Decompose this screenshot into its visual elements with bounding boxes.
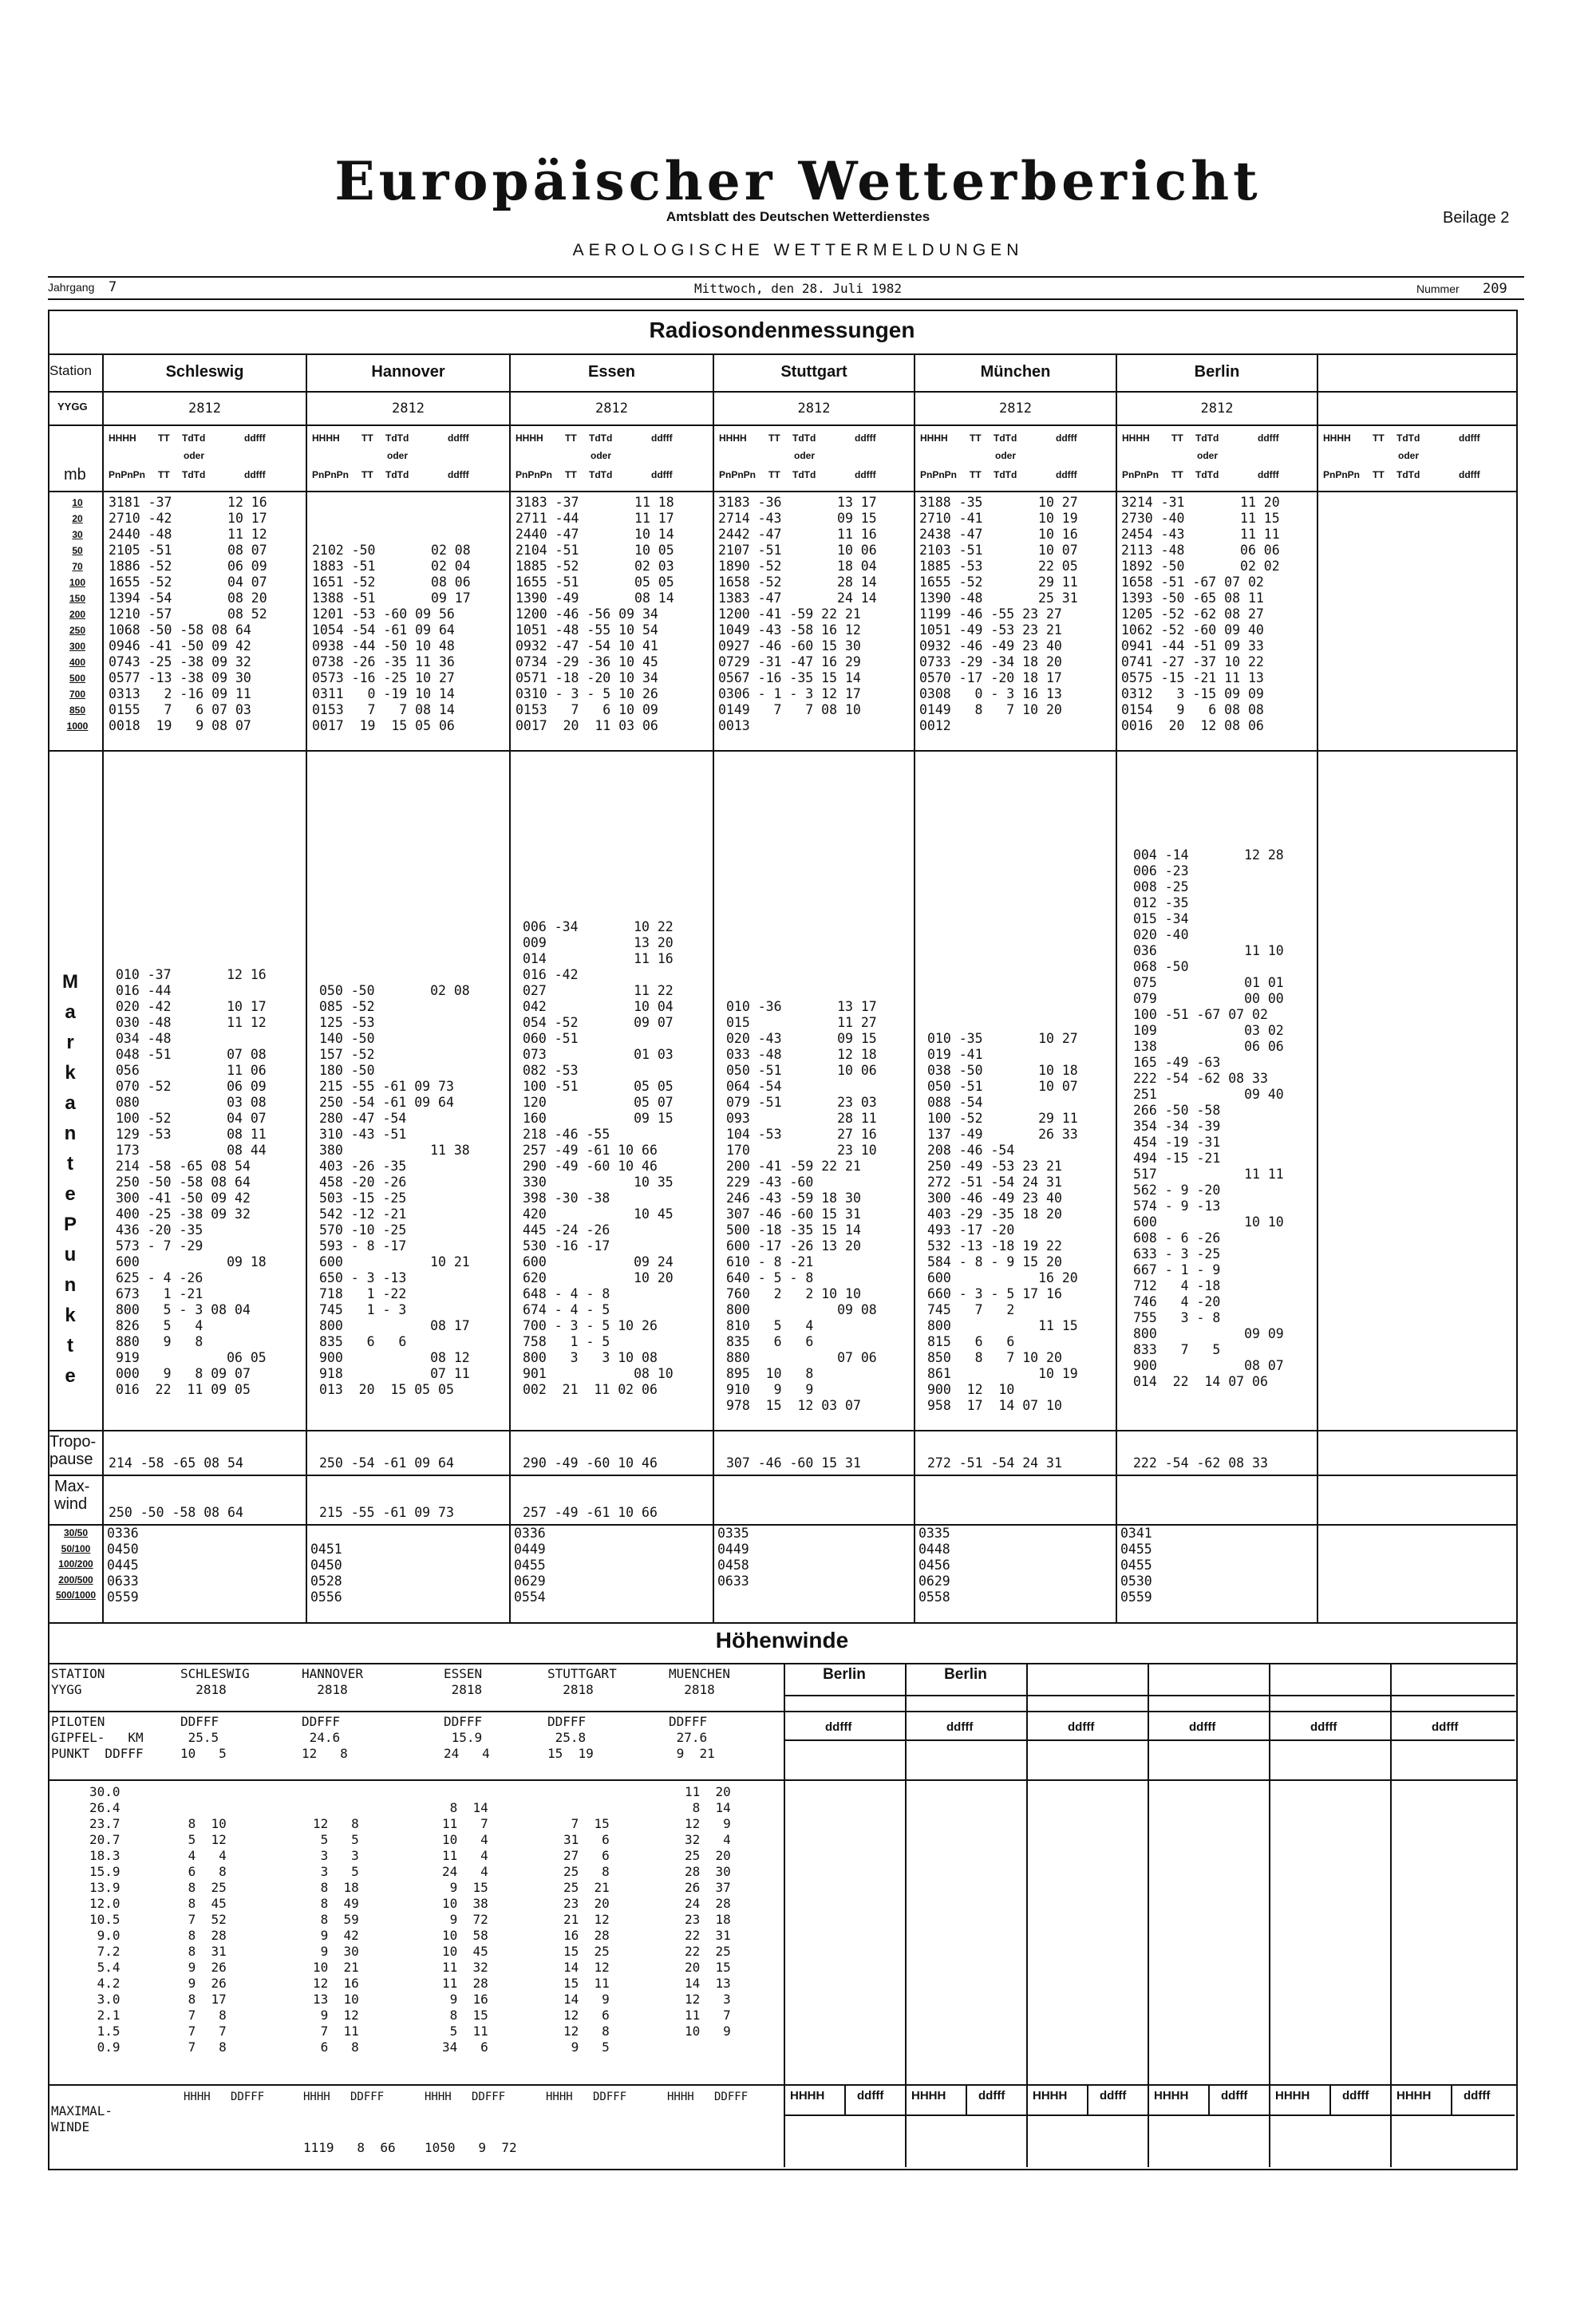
hdr-bottom-1: TT [768, 469, 780, 480]
level-70: 70 [72, 561, 83, 572]
markant-essen: 006 -34 10 22 009 13 20 014 11 16 016 -42 027 11 22 042 10 04 054 -52 09 07 060 -51 073 01 03 082 -53 100 -51 05 05 120 05 07 160 09 15 218 -46 -55 257 -49 -61 10 66 290 -49 -60 10 46 330 10 35 398 -30 -38 420 10 45 445 -24 -26 530 -16 -17 600 09 24 620 10 20 648 - 4 - 8 674 - 4 - 5 700 - 3 - 5 10 26 758 1 - 5 800 3 3 10 08 901 08 10 002 21 11 02 06 [523, 919, 674, 1397]
issue-date: Mittwoch, den 28. Juli 1982 [693, 281, 903, 296]
hw-extra-hhhh: HHHH [1033, 2089, 1068, 2103]
hdr-bottom-3: ddfff [448, 469, 469, 480]
yygg-hannover: 2812 [392, 401, 425, 417]
thick-50-100: 50/100 [61, 1542, 91, 1554]
hdr-top-3: ddfff [1459, 432, 1480, 444]
maxwind-schleswig: 250 -50 -58 08 64 [109, 1505, 243, 1520]
tropo-hannover: 250 -54 -61 09 64 [319, 1455, 454, 1471]
hdr-bottom-1: TT [158, 469, 170, 480]
hdr-top-1: TT [768, 432, 780, 444]
hoehenwinde-heading: Höhenwinde [715, 1628, 849, 1652]
hdr-top-0: HHHH [719, 432, 747, 444]
hw-winds-muenchen: 11 20 8 14 12 9 32 4 25 20 28 30 26 37 24 28 23 18 22 31 22 25 20 15 14 13 12 3 11 7 10 9 [685, 1784, 731, 2039]
hdr-bottom-1: TT [565, 469, 577, 480]
rule [48, 1524, 1516, 1526]
hw-winds-schleswig: 8 10 5 12 4 4 6 8 8 25 8 45 7 52 8 28 8 31 9 26 9 26 8 17 7 8 7 7 7 8 [188, 1816, 227, 2055]
markant-letter: t [67, 1153, 73, 1175]
hdr-top-2: TdTd [182, 432, 206, 444]
level-30: 30 [72, 529, 83, 540]
hdr-top-3: ddfff [448, 432, 469, 444]
hw-maxwind-label: MAXIMAL- WINDE [51, 2103, 113, 2134]
maxwind-label: Max- wind [54, 1478, 90, 1513]
rule [48, 1430, 1516, 1431]
hdr-bottom-3: ddfff [1056, 469, 1077, 480]
hw-maxval-hannover: 1119 8 66 [303, 2140, 396, 2155]
station-schleswig: Schleswig [165, 363, 244, 381]
rule [48, 750, 1516, 752]
thick-stuttgart: 0335 0449 0458 0633 [717, 1526, 749, 1589]
markant-letter: a [65, 1001, 76, 1023]
hw-piloten-stuttgart: DDFFF 25.8 15 19 [547, 1714, 594, 1761]
hdr-top-0: HHHH [920, 432, 948, 444]
hdr-top-0: HHHH [312, 432, 340, 444]
hw-station-label: STATION YYGG [51, 1666, 105, 1697]
hw-row-rule [48, 2084, 1516, 2086]
hw-ddfff-label: ddfff [1310, 1720, 1337, 1734]
hw-maxhdr-hannover: HHHH DDFFF [303, 2091, 385, 2103]
markant-stuttgart: 010 -36 13 17 015 11 27 020 -43 09 15 033 -48 12 18 050 -51 10 06 064 -54 079 -51 23 03 093 28 11 104 -53 27 16 170 23 10 200 -41 -59 22 21 229 -43 -60 246 -43 -59 18 30 307 -46 -60 15 31 500 -18 -35 15 14 600 -17 -26 13 20 610 - 8 -21 640 - 5 - 8 760 2 2 10 10 800 09 08 810 5 4 835 6 6 880 07 06 895 10 8 910 9 9 978 15 12 03 07 [726, 999, 877, 1413]
tropo-muenchen: 272 -51 -54 24 31 [927, 1455, 1062, 1471]
hdr-top-3: ddfff [855, 432, 876, 444]
hw-extra-divider [966, 2084, 967, 2114]
hw-ddfff-label: ddfff [825, 1720, 852, 1734]
markant-letter: M [62, 971, 78, 993]
station-muenchen: München [980, 363, 1051, 381]
col-header-oder: oder [591, 450, 612, 461]
col-header-oder: oder [1398, 450, 1420, 461]
level-column [49, 495, 105, 734]
hw-extra-hhhh: HHHH [1154, 2089, 1189, 2103]
hw-maxhdr-muenchen: HHHH DDFFF [667, 2091, 749, 2103]
hdr-top-0: HHHH [516, 432, 543, 444]
radiosonde-heading: Radiosondenmessungen [649, 318, 915, 342]
maxwind-essen: 257 -49 -61 10 66 [523, 1505, 658, 1520]
col-header-oder: oder [794, 450, 816, 461]
hw-station-stuttgart: STUTTGART 2818 [547, 1666, 617, 1697]
level-850: 850 [69, 705, 86, 716]
hw-extra-divider [1451, 2084, 1452, 2114]
markant-letter: n [64, 1123, 77, 1144]
hw-extra-ddfff: ddfff [1100, 2089, 1127, 2103]
hw-piloten-muenchen: DDFFF 27.6 9 21 [669, 1714, 715, 1761]
station-essen: Essen [588, 363, 635, 381]
hdr-top-1: TT [565, 432, 577, 444]
markant-letter: n [64, 1274, 77, 1296]
hw-station-muenchen: MUENCHEN 2818 [669, 1666, 731, 1697]
hw-extra-divider [844, 2084, 846, 2114]
hw-col-divider [1390, 1663, 1392, 2167]
hw-maxhdr-essen: HHHH DDFFF [425, 2091, 506, 2103]
markant-letter: k [65, 1062, 76, 1084]
rule [48, 424, 1516, 426]
thick-schleswig: 0336 0450 0445 0633 0559 [107, 1526, 139, 1605]
hw-extra-ddfff: ddfff [857, 2089, 884, 2103]
mb-label: mb [64, 466, 86, 484]
yygg-essen: 2812 [595, 401, 628, 417]
hdr-top-0: HHHH [109, 432, 136, 444]
rule [48, 1622, 1516, 1624]
standard-schleswig: 3181 -37 12 16 2710 -42 10 17 2440 -48 11 12 2105 -51 08 07 1886 -52 06 09 1655 -52 04 07 1394 -54 08 20 1210 -57 08 52 1068 -50 -58 08 64 0946 -41 -50 09 42 0743 -25 -38 09 32 0577 -13 -38 09 30 0313 2 -16 09 11 0155 7 6 07 03 0018 19 9 08 07 [109, 495, 267, 733]
markant-letter: k [65, 1305, 76, 1326]
level-20: 20 [72, 513, 83, 524]
hdr-bottom-0: PnPnPn [516, 469, 553, 480]
markant-hannover: 050 -50 02 08 085 -52 125 -53 140 -50 157 -52 180 -50 215 -55 -61 09 73 250 -54 -61 09 64 280 -47 -54 310 -43 -51 380 11 38 403 -26 -35 458 -20 -26 503 -15 -25 542 -12 -21 570 -10 -25 593 - 8 -17 600 10 21 650 - 3 -13 718 1 -22 745 1 - 3 800 08 17 835 6 6 900 08 12 918 07 11 013 20 15 05 05 [319, 983, 470, 1397]
station-stuttgart: Stuttgart [780, 363, 847, 381]
level-700: 700 [69, 689, 86, 700]
hdr-top-3: ddfff [1056, 432, 1077, 444]
hdr-bottom-3: ddfff [855, 469, 876, 480]
level-200: 200 [69, 609, 86, 620]
thick-hannover: 0451 0450 0528 0556 [310, 1542, 342, 1605]
hdr-top-2: TdTd [589, 432, 613, 444]
rule [48, 1663, 1516, 1664]
hw-extra-hhhh: HHHH [911, 2089, 946, 2103]
hw-winds-hannover: 12 8 5 5 3 3 3 5 8 18 8 49 8 59 9 42 9 30 10 21 12 16 13 10 9 12 7 11 6 8 [313, 1816, 359, 2055]
hdr-top-1: TT [1171, 432, 1183, 444]
markant-letter: u [64, 1244, 77, 1266]
thick-muenchen: 0335 0448 0456 0629 0558 [918, 1526, 950, 1605]
hdr-bottom-0: PnPnPn [312, 469, 350, 480]
station-label: Station [49, 363, 92, 378]
level-400: 400 [69, 657, 86, 668]
hw-station-hannover: HANNOVER 2818 [302, 1666, 364, 1697]
hdr-bottom-3: ddfff [244, 469, 266, 480]
col-divider [509, 353, 511, 1622]
hdr-bottom-2: TdTd [589, 469, 613, 480]
hdr-bottom-2: TdTd [182, 469, 206, 480]
hdr-top-3: ddfff [1258, 432, 1279, 444]
hdr-bottom-0: PnPnPn [1323, 469, 1361, 480]
yygg-muenchen: 2812 [999, 401, 1032, 417]
hw-col-divider [905, 1663, 907, 2167]
col-divider [1317, 353, 1318, 1622]
hw-ddfff-label: ddfff [946, 1720, 974, 1734]
standard-berlin: 3214 -31 11 20 2730 -40 11 15 2454 -43 11 11 2113 -48 06 06 1892 -50 02 02 1658 -51 -67 07 02 1393 -50 -65 08 11 1205 -52 -62 08 27 1062 -52 -60 09 40 0941 -44 -51 09 33 0741 -27 -37 10 22 0575 -15 -21 11 13 0312 3 -15 09 09 0154 9 6 08 08 0016 20 12 08 06 [1121, 495, 1280, 733]
col-header-oder: oder [995, 450, 1017, 461]
page-title: Europäischer Wetterbericht [334, 150, 1262, 212]
markant-letter: P [63, 1214, 77, 1235]
hw-maxhdr-schleswig: HHHH DDFFF [184, 2091, 265, 2103]
hdr-top-0: HHHH [1122, 432, 1150, 444]
level-250: 250 [69, 625, 86, 636]
hdr-top-0: HHHH [1323, 432, 1351, 444]
markant-letter: r [66, 1032, 74, 1053]
hw-extra-divider [1208, 2084, 1210, 2114]
markant-letter: e [65, 1183, 76, 1205]
hw-station-berlin-1: Berlin [823, 1666, 866, 1683]
hw-row-rule [784, 1695, 1515, 1696]
hw-row-rule [784, 1739, 1515, 1741]
col-divider [914, 353, 915, 1622]
hw-piloten-hannover: DDFFF 24.6 12 8 [302, 1714, 348, 1761]
hdr-bottom-2: TdTd [994, 469, 1017, 480]
rule [48, 491, 1516, 492]
hw-col-divider [1148, 1663, 1149, 2167]
tropo-essen: 290 -49 -60 10 46 [523, 1455, 658, 1471]
hdr-bottom-2: TdTd [1396, 469, 1420, 480]
hdr-top-3: ddfff [651, 432, 673, 444]
thick-500-1000: 500/1000 [55, 1589, 97, 1601]
hw-col-divider [1026, 1663, 1028, 2167]
hw-extra-hhhh: HHHH [1396, 2089, 1432, 2103]
hw-extra-hhhh: HHHH [790, 2089, 825, 2103]
hdr-bottom-2: TdTd [1195, 469, 1219, 480]
hw-station-schleswig: SCHLESWIG 2818 [180, 1666, 250, 1697]
level-1000: 1000 [66, 721, 89, 732]
col-divider [713, 353, 714, 1622]
markant-schleswig: 010 -37 12 16 016 -44 020 -42 10 17 030 -48 11 12 034 -48 048 -51 07 08 056 11 06 070 -52 06 09 080 03 08 100 -52 04 07 129 -53 08 11 173 08 44 214 -58 -65 08 54 250 -50 -58 08 64 300 -41 -50 09 42 400 -25 -38 09 32 436 -20 -35 573 - 7 -29 600 09 18 625 - 4 -26 673 1 -21 800 5 - 3 08 04 826 5 4 880 9 8 919 06 05 000 9 8 09 07 016 22 11 09 05 [116, 967, 267, 1397]
hdr-top-3: ddfff [244, 432, 266, 444]
hw-ddfff-label: ddfff [1432, 1720, 1459, 1734]
level-100: 100 [69, 577, 86, 588]
thick-essen: 0336 0449 0455 0629 0554 [514, 1526, 546, 1605]
hw-piloten-label: PILOTEN GIPFEL- KM PUNKT DDFFF [51, 1714, 144, 1761]
hdr-bottom-1: TT [970, 469, 982, 480]
beilage-label: Beilage 2 [1443, 209, 1510, 227]
rule [48, 1475, 1516, 1476]
tropo-stuttgart: 307 -46 -60 15 31 [726, 1455, 861, 1471]
thickness-labels [49, 1526, 102, 1604]
hdr-bottom-3: ddfff [651, 469, 673, 480]
markant-letter: a [65, 1092, 76, 1114]
thick-100-200: 100/200 [58, 1558, 93, 1570]
hw-row-rule [784, 2114, 1515, 2116]
hdr-top-1: TT [361, 432, 373, 444]
hw-extra-ddfff: ddfff [1221, 2089, 1248, 2103]
level-300: 300 [69, 641, 86, 652]
hw-extra-ddfff: ddfff [1342, 2089, 1369, 2103]
level-150: 150 [69, 593, 86, 604]
yygg-berlin: 2812 [1200, 401, 1234, 417]
col-header-oder: oder [184, 450, 205, 461]
tropo-schleswig: 214 -58 -65 08 54 [109, 1455, 243, 1471]
hdr-bottom-3: ddfff [1258, 469, 1279, 480]
page-subtitle: Amtsblatt des Deutschen Wetterdienstes [666, 209, 930, 224]
hw-heights: 30.0 26.4 23.7 20.7 18.3 15.9 13.9 12.0 10.5 9.0 7.2 5.4 4.2 3.0 2.1 1.5 0.9 [89, 1784, 120, 2055]
hdr-bottom-0: PnPnPn [109, 469, 146, 480]
hdr-top-2: TdTd [1396, 432, 1420, 444]
standard-stuttgart: 3183 -36 13 17 2714 -43 09 15 2442 -47 11 16 2107 -51 10 06 1890 -52 18 04 1658 -52 28 14 1383 -47 24 14 1200 -41 -59 22 21 1049 -43 -58 16 12 0927 -46 -60 15 30 0729 -31 -47 16 29 0567 -16 -35 15 14 0306 - 1 - 3 12 17 0149 7 7 08 10 0013 [718, 495, 877, 733]
tropo-berlin: 222 -54 -62 08 33 [1133, 1455, 1268, 1471]
level-50: 50 [72, 545, 83, 556]
rule [48, 391, 1516, 393]
section-heading: AEROLOGISCHE WETTERMELDUNGEN [572, 241, 1024, 259]
col-divider [1116, 353, 1117, 1622]
hw-piloten-schleswig: DDFFF 25.5 10 5 [180, 1714, 227, 1761]
standard-muenchen: 3188 -35 10 27 2710 -41 10 19 2438 -47 10 16 2103 -51 10 07 1885 -53 22 05 1655 -52 29 11 1390 -48 25 31 1199 -46 -55 23 27 1051 -49 -53 23 21 0932 -46 -49 23 40 0733 -29 -34 18 20 0570 -17 -20 18 17 0308 0 - 3 16 13 0149 8 7 10 20 0012 [919, 495, 1078, 733]
hdr-top-1: TT [1373, 432, 1385, 444]
markant-letter: t [67, 1335, 73, 1356]
hdr-bottom-0: PnPnPn [1122, 469, 1159, 480]
hdr-bottom-1: TT [1171, 469, 1183, 480]
standard-essen: 3183 -37 11 18 2711 -44 11 17 2440 -47 10 14 2104 -51 10 05 1885 -52 02 03 1655 -51 05 05 1390 -49 08 14 1200 -46 -56 09 34 1051 -48 -55 10 54 0932 -47 -54 10 41 0734 -29 -36 10 45 0571 -18 -20 10 34 0310 - 3 - 5 10 26 0153 7 6 10 09 0017 20 11 03 06 [516, 495, 674, 733]
hw-piloten-essen: DDFFF 15.9 24 4 [444, 1714, 490, 1761]
hdr-bottom-1: TT [1373, 469, 1385, 480]
col-divider [306, 353, 307, 1622]
markant-label [54, 967, 86, 1387]
nummer-value: 209 [1483, 281, 1507, 297]
hdr-top-1: TT [158, 432, 170, 444]
hdr-bottom-1: TT [361, 469, 373, 480]
yygg-schleswig: 2812 [188, 401, 221, 417]
hdr-bottom-0: PnPnPn [920, 469, 958, 480]
tropopause-label: Tropo- pause [49, 1433, 97, 1468]
hdr-top-2: TdTd [994, 432, 1017, 444]
hw-maxval-essen: 1050 9 72 [425, 2140, 517, 2155]
markant-berlin: 004 -14 12 28 006 -23 008 -25 012 -35 015 -34 020 -40 036 11 10 068 -50 075 01 01 079 00 00 100 -51 -67 07 02 109 03 02 138 06 06 165 -49 -63 222 -54 -62 08 33 251 09 40 266 -50 -58 354 -34 -39 454 -19 -31 494 -15 -21 517 11 11 562 - 9 -20 574 - 9 -13 600 10 10 608 - 6 -26 633 - 3 -25 667 - 1 - 9 712 4 -18 746 4 -20 755 3 - 8 800 09 09 833 7 5 900 08 07 014 22 14 07 06 [1133, 847, 1284, 1389]
nummer-label: Nummer [1416, 282, 1460, 295]
hdr-bottom-2: TdTd [792, 469, 816, 480]
station-hannover: Hannover [371, 363, 445, 381]
header-rule-bottom [48, 298, 1524, 300]
level-10: 10 [72, 497, 83, 508]
markant-muenchen: 010 -35 10 27 019 -41 038 -50 10 18 050 -51 10 07 088 -54 100 -52 29 11 137 -49 26 33 208 -46 -54 250 -49 -53 23 21 272 -51 -54 24 31 300 -46 -49 23 40 403 -29 -35 18 20 493 -17 -20 532 -13 -18 19 22 584 - 8 - 9 15 20 600 16 20 660 - 3 - 5 17 16 745 7 2 800 11 15 815 6 6 850 8 7 10 20 861 10 19 900 12 10 958 17 14 07 10 [927, 1031, 1078, 1413]
hdr-top-2: TdTd [792, 432, 816, 444]
hdr-bottom-0: PnPnPn [719, 469, 757, 480]
hw-extra-ddfff: ddfff [978, 2089, 1005, 2103]
thick-30-50: 30/50 [63, 1527, 89, 1538]
col-header-oder: oder [1197, 450, 1219, 461]
hw-row-rule [48, 1711, 1516, 1712]
station-berlin: Berlin [1194, 363, 1240, 381]
header-rule-top [48, 276, 1524, 278]
level-500: 500 [69, 673, 86, 684]
hw-row-rule [48, 1779, 1516, 1781]
hdr-top-2: TdTd [1195, 432, 1219, 444]
hdr-bottom-3: ddfff [1459, 469, 1480, 480]
hw-extra-divider [1087, 2084, 1088, 2114]
markant-letter: e [65, 1365, 76, 1387]
thick-200-500: 200/500 [58, 1573, 93, 1585]
hw-winds-essen: 8 14 11 7 10 4 11 4 24 4 9 15 10 38 9 72 10 58 10 45 11 32 11 28 9 16 8 15 5 11 34 6 [442, 1800, 488, 2055]
hw-extra-divider [1329, 2084, 1331, 2114]
standard-hannover: 2102 -50 02 08 1883 -51 02 04 1651 -52 08 06 1388 -51 09 17 1201 -53 -60 09 56 1054 -54 -61 09 64 0938 -44 -50 10 48 0738 -26 -35 11 36 0573 -16 -25 10 27 0311 0 -19 10 14 0153 7 7 08 14 0017 19 15 05 06 [312, 543, 471, 733]
hw-maxhdr-stuttgart: HHHH DDFFF [546, 2091, 627, 2103]
hw-col-divider [1269, 1663, 1270, 2167]
hw-station-berlin-2: Berlin [944, 1666, 987, 1683]
yygg-label: YYGG [57, 401, 88, 413]
hw-station-essen: ESSEN 2818 [444, 1666, 483, 1697]
jahrgang-label: Jahrgang [48, 281, 95, 294]
jahrgang-value: 7 [109, 279, 117, 295]
maxwind-hannover: 215 -55 -61 09 73 [319, 1505, 454, 1520]
hw-extra-ddfff: ddfff [1464, 2089, 1491, 2103]
col-header-oder: oder [387, 450, 409, 461]
hw-extra-hhhh: HHHH [1275, 2089, 1310, 2103]
hdr-top-2: TdTd [385, 432, 409, 444]
hw-ddfff-label: ddfff [1189, 1720, 1216, 1734]
hw-ddfff-label: ddfff [1068, 1720, 1095, 1734]
hw-col-divider [784, 1663, 785, 2167]
yygg-stuttgart: 2812 [797, 401, 831, 417]
hdr-bottom-2: TdTd [385, 469, 409, 480]
rule [48, 353, 1516, 355]
thick-berlin: 0341 0455 0455 0530 0559 [1120, 1526, 1152, 1605]
hw-winds-stuttgart: 7 15 31 6 27 6 25 8 25 21 23 20 21 12 16 28 15 25 14 12 15 11 14 9 12 6 12 8 9 5 [563, 1816, 610, 2055]
hdr-top-1: TT [970, 432, 982, 444]
